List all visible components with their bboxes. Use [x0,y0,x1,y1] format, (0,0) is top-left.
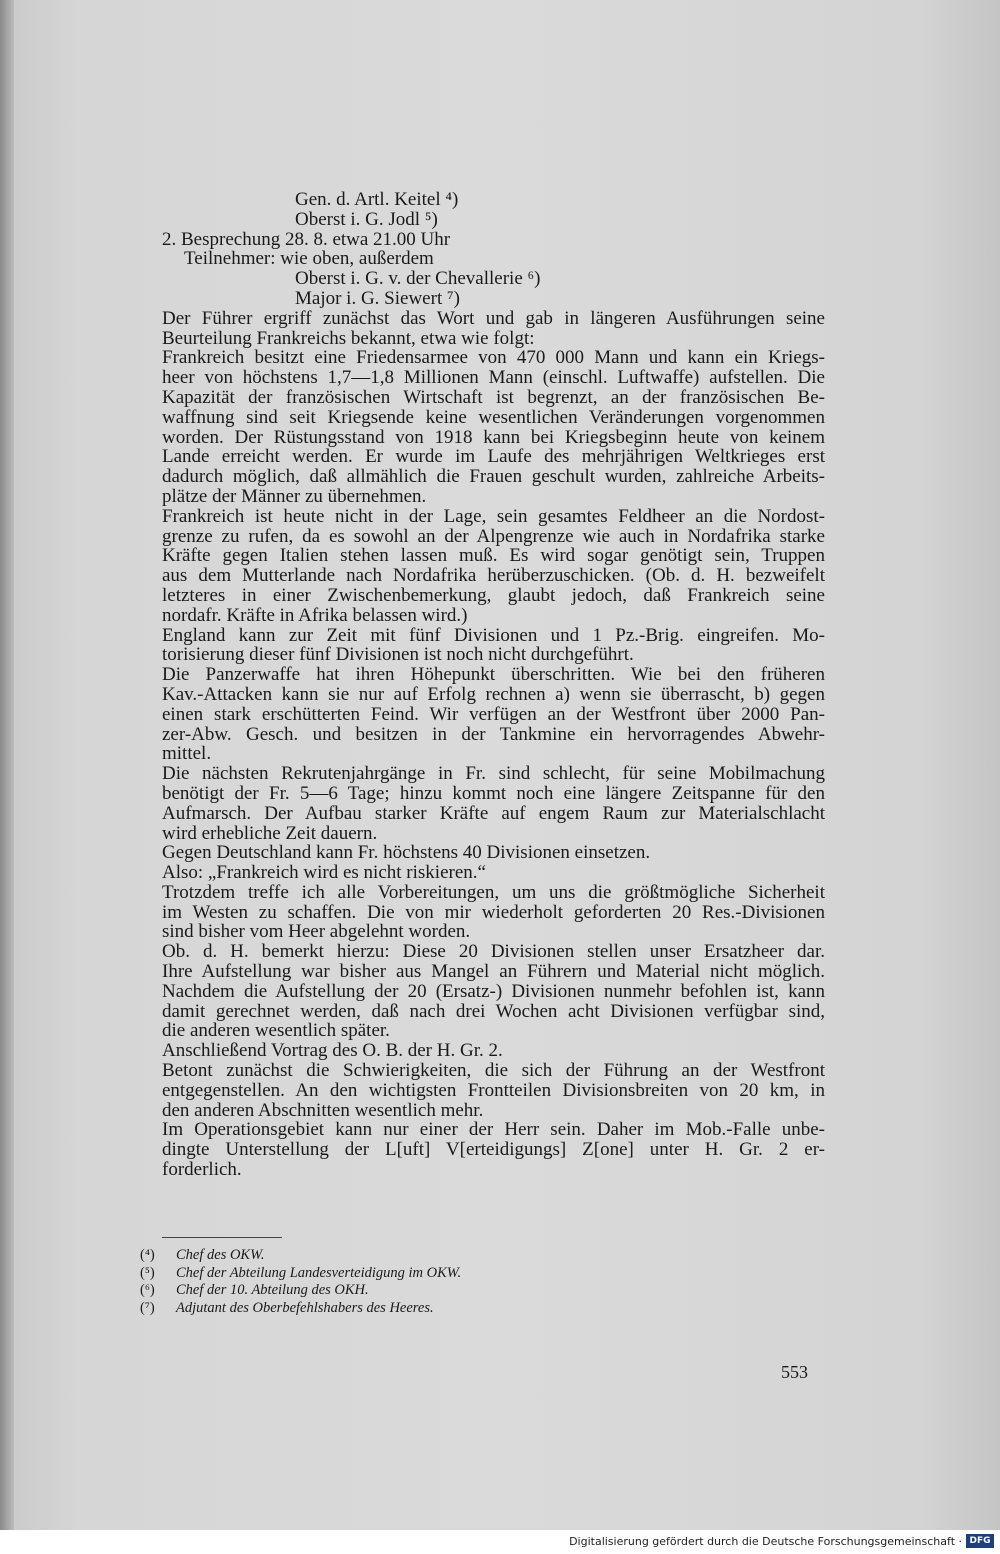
body-line: worden. Der Rüstungsstand von 1918 kann bei Kriegsbeginn heute von keinem [162,426,825,448]
body-line: Frankreich ist heute nicht in der Lage, sein gesamtes Feldheer an die Nordost- [162,505,825,527]
body-line: torisierung dieser fünf Divisionen ist noch nicht durchgeführt. [162,644,634,666]
body-line: grenze zu rufen, da es sowohl an der Alpengrenze wie auch in Nordafrika starke [162,525,825,547]
body-line: dingte Unterstellung der L[uft] V[erteidigungs] Z[one] unter H. Gr. 2 er- [162,1139,825,1161]
body-line: Lande erreicht werden. Er wurde im Laufe des mehrjährigen Weltkrieges erst [162,446,825,468]
body-line: Beurteilung Frankreichs bekannt, etwa wie folgt: [162,327,535,349]
body-line: damit gerechnet werden, daß nach drei Wochen acht Divisionen verfügbar sind, [162,1000,825,1022]
header-line: Major i. G. Siewert ⁷) [295,287,460,309]
header-line: Oberst i. G. Jodl ⁵) [295,208,438,230]
header-line: Teilnehmer: wie oben, außerdem [184,248,434,270]
footnote-number: (⁷) [140,1299,155,1316]
body-line: nordafr. Kräfte in Afrika belassen wird.) [162,604,468,626]
footnote-text: Chef der Abteilung Landesverteidigung im OKW. [176,1264,462,1281]
body-line: den anderen Abschnitten wesentlich mehr. [162,1099,484,1121]
dfg-logo-icon: DFG [966,1534,994,1548]
page-number: 553 [781,1362,808,1382]
body-line: forderlich. [162,1159,242,1181]
body-line: Anschließend Vortrag des O. B. der H. Gr. 2. [162,1040,503,1062]
body-line: benötigt der Fr. 5—6 Tage; hinzu kommt noch eine längere Zeitspanne für den [162,782,825,804]
footnote [140,1300,700,1318]
header-line: Oberst i. G. v. der Chevallerie ⁶) [295,268,541,290]
body-line: Betont zunächst die Schwierigkeiten, die sich der Führung an der Westfront [162,1060,825,1082]
body-line: im Westen zu schaffen. Die von mir wiederholt geforderten 20 Res.-Divisionen [162,901,825,923]
footnotes [140,1247,700,1317]
footnote [140,1282,700,1300]
body-line: Kav.-Attacken kann sie nur auf Erfolg rechnen a) wenn sie überrascht, b) gegen [162,683,825,705]
body-line: Der Führer ergriff zunächst das Wort und gab in längeren Ausführungen seine [162,307,825,329]
body-line: Frankreich besitzt eine Friedensarmee von 470 000 Mann und kann ein Kriegs- [162,347,825,369]
body-line: Also: „Frankreich wird es nicht riskieren.“ [162,862,486,884]
body-line: Im Operationsgebiet kann nur einer der Herr sein. Daher im Mob.-Falle unbe- [162,1119,825,1141]
body-line: mittel. [162,743,212,765]
digitization-credit: Digitalisierung gefördert durch die Deutsche Forschungsgemeinschaft · [569,1535,962,1548]
body-line: Die Panzerwaffe hat ihren Höhepunkt überschritten. Wie bei den früheren [162,664,825,686]
body-line: Ihre Aufstellung war bisher aus Mangel an Führern und Material nicht möglich. [162,961,825,983]
body-line: zer-Abw. Gesch. und besitzen in der Tankmine ein hervorragendes Abwehr- [162,723,825,745]
body-line: Kapazität der französischen Wirtschaft ist begrenzt, an der französischen Be- [162,386,825,408]
header-line: Gen. d. Artl. Keitel ⁴) [295,189,459,210]
document-body [162,190,825,1180]
footnote-text: Chef der 10. Abteilung des OKH. [176,1282,369,1298]
body-line: Aufmarsch. Der Aufbau starker Kräfte auf engem Raum zur Materialschlacht [162,802,825,824]
body-line: heer von höchstens 1,7—1,8 Millionen Mann (einschl. Luftwaffe) aufstellen. Die [162,367,825,389]
body-line: dadurch möglich, daß allmählich die Frauen geschult wurden, zahlreiche Arbeits- [162,466,825,488]
footnote-number: (⁴) [140,1247,155,1263]
body-line: letzteres in einer Zwischenbemerkung, glaubt jedoch, daß Frankreich seine [162,584,825,606]
body-line: aus dem Mutterlande nach Nordafrika herüberzuschicken. (Ob. d. H. bezweifelt [162,565,825,587]
body-line: plätze der Männer zu übernehmen. [162,485,427,507]
footnote-text: Chef des OKW. [176,1247,265,1263]
footnote-number: (⁵) [140,1264,155,1281]
footnote-number: (⁶) [140,1282,155,1298]
body-line: Ob. d. H. bemerkt hierzu: Diese 20 Divisionen stellen unser Ersatzheer dar. [162,941,825,963]
body-line: Kräfte gegen Italien stehen lassen muß. Es wird sogar genötigt sein, Truppen [162,545,825,567]
footnote [140,1265,700,1283]
body-line: sind bisher vom Heer abgelehnt worden. [162,921,471,943]
body-line: einen stark erschütterten Feind. Wir verfügen an der Westfront über 2000 Pan- [162,703,825,725]
body-line: entgegenstellen. An den wichtigsten Frontteilen Divisionsbreiten von 20 km, in [162,1079,825,1101]
body-line: wird erhebliche Zeit dauern. [162,822,378,844]
body-line: Die nächsten Rekrutenjahrgänge in Fr. sind schlecht, für seine Mobilmachung [162,763,825,785]
body-line: England kann zur Zeit mit fünf Divisionen und 1 Pz.-Brig. eingreifen. Mo- [162,624,825,646]
body-line: Nachdem die Aufstellung der 20 (Ersatz-) Divisionen nunmehr befohlen ist, kann [162,980,825,1002]
page-edge-shadow [0,0,14,1530]
body-line: waffnung sind seit Kriegsende keine wesentlichen Veränderungen vorgenommen [162,406,825,428]
body-line: Gegen Deutschland kann Fr. höchstens 40 Divisionen einsetzen. [162,842,651,864]
footnote [140,1247,700,1265]
footnote-text: Adjutant des Oberbefehlshabers des Heeres. [176,1299,434,1316]
body-line: die anderen wesentlich später. [162,1020,390,1042]
header-line: 2. Besprechung 28. 8. etwa 21.00 Uhr [162,228,451,250]
body-line: Trotzdem treffe ich alle Vorbereitungen, um uns die größtmögliche Sicherheit [162,881,825,903]
footnote-rule [162,1237,282,1238]
